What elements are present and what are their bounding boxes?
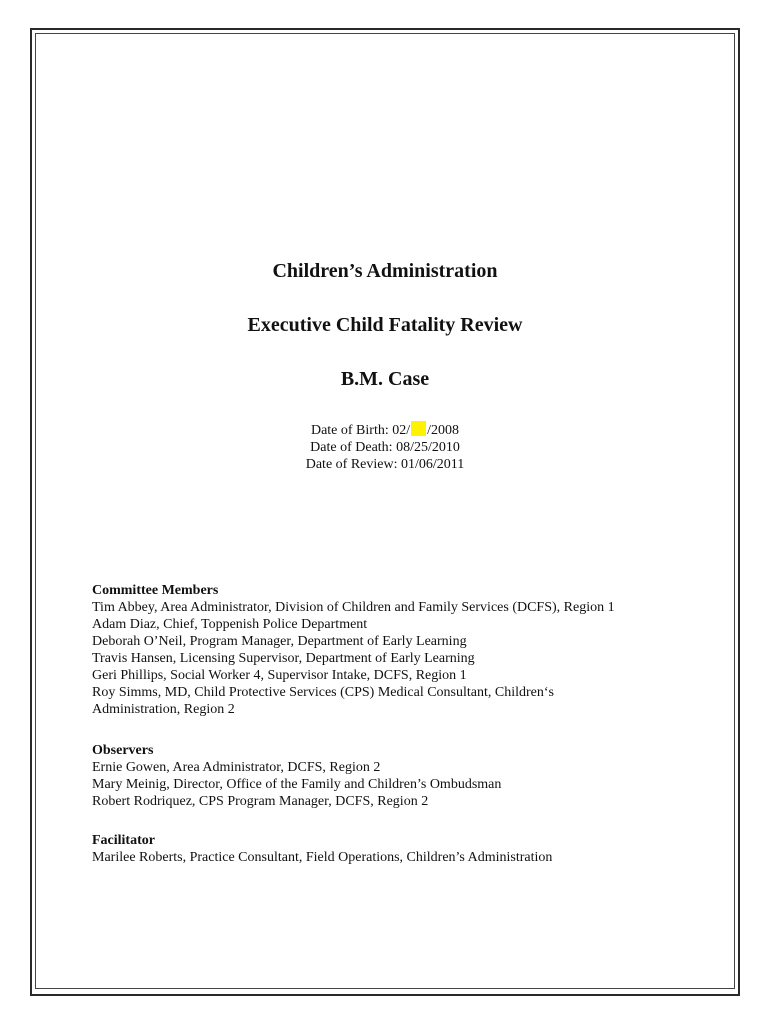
observer-member: Ernie Gowen, Area Administrator, DCFS, Region 2: [92, 760, 381, 775]
date-of-birth: [0, 421, 770, 439]
date-of-death: Date of Death: 08/25/2010: [310, 440, 460, 455]
facilitator-section: [92, 832, 712, 866]
committee-member: Adam Diaz, Chief, Toppenish Police Department: [92, 617, 368, 632]
facilitator-member: Marilee Roberts, Practice Consultant, Field Operations, Children’s Administration: [92, 850, 553, 865]
committee-member: Administration, Region 2: [92, 702, 235, 717]
committee-member: Roy Simms, MD, Child Protective Services (CPS) Medical Consultant, Children‘s: [92, 685, 554, 700]
observer-member: Mary Meinig, Director, Office of the Family and Children’s Ombudsman: [92, 777, 502, 792]
committee-member: Tim Abbey, Area Administrator, Division of Children and Family Services (DCFS), Region 1: [92, 600, 615, 615]
observers-heading: Observers: [92, 743, 154, 758]
date-of-birth-prefix: Date of Birth: 02/: [310, 423, 411, 438]
committee-heading: Committee Members: [92, 583, 219, 598]
observers-section: [92, 742, 712, 810]
committee-member: Travis Hansen, Licensing Supervisor, Department of Early Learning: [92, 651, 475, 666]
committee-member: Deborah O’Neil, Program Manager, Department of Early Learning: [92, 634, 467, 649]
observer-member: Robert Rodriquez, CPS Program Manager, DCFS, Region 2: [92, 794, 429, 809]
committee-member: Geri Phillips, Social Worker 4, Supervisor Intake, DCFS, Region 1: [92, 668, 467, 683]
date-of-review: Date of Review: 01/06/2011: [305, 457, 465, 472]
document-subtitle: Executive Child Fatality Review: [247, 314, 523, 336]
facilitator-heading: Facilitator: [92, 833, 155, 848]
date-of-birth-suffix: /2008: [427, 423, 460, 438]
dates-block: [0, 421, 770, 473]
committee-section: [92, 582, 712, 718]
case-name: B.M. Case: [340, 368, 430, 390]
redaction-highlight: [411, 421, 426, 436]
document-title: Children’s Administration: [272, 260, 498, 282]
